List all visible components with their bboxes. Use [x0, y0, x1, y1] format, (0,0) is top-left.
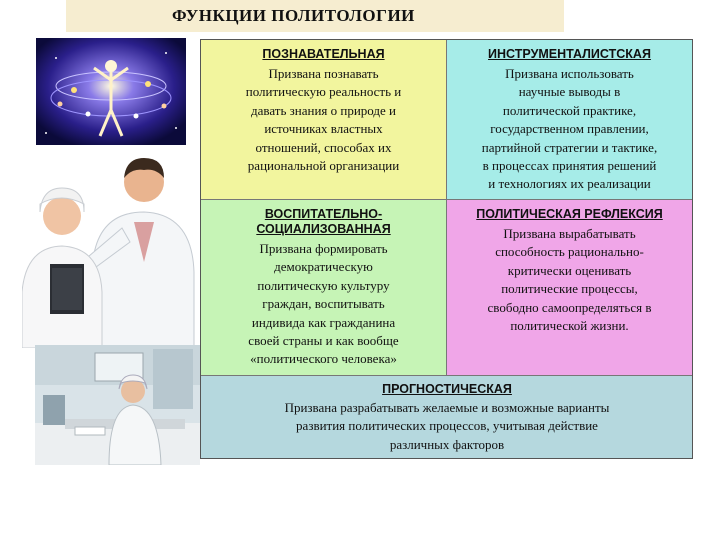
description-line: своей страны и как вообще: [248, 333, 399, 349]
description-line: политические процессы,: [501, 281, 638, 297]
description-line: рациональной организации: [247, 158, 400, 174]
heading-line: СОЦИАЛИЗОВАННАЯ: [256, 222, 391, 236]
description-line: государственном правлении,: [490, 121, 649, 137]
description-line: Призвана познавать: [268, 66, 379, 81]
description-line: Призвана использовать: [505, 66, 634, 81]
description-line: свободно самоопределяться в: [487, 299, 652, 315]
description-line: индивида как гражданина: [251, 314, 396, 330]
description-line: научные выводы в: [518, 84, 621, 100]
cognitive-function-cell: [201, 40, 446, 199]
reflexive-function-cell: [446, 199, 693, 375]
educational-heading: [207, 207, 440, 237]
column-divider: [446, 40, 447, 375]
cognitive-description: [207, 65, 440, 175]
two-doctors-image: [22, 152, 200, 348]
description-line: демократическую: [274, 259, 373, 275]
cognitive-heading: ПОЗНАВАТЕЛЬНАЯ: [262, 47, 385, 61]
description-line: отношений, способах их: [255, 139, 392, 155]
description-line: Призвана вырабатывать: [503, 226, 636, 241]
page-title: ФУНКЦИИ ПОЛИТОЛОГИИ: [172, 6, 415, 25]
row-divider: [201, 375, 693, 376]
description-line: граждан, воспитывать: [262, 296, 385, 312]
description-line: партийной стратегии и тактике,: [481, 139, 658, 155]
doctor-at-desk-image: [35, 345, 200, 465]
heading-line: ВОСПИТАТЕЛЬНО-: [264, 207, 383, 221]
description-line: политическую культуру: [257, 277, 390, 293]
description-line: политической практике,: [502, 102, 637, 118]
description-line: политической жизни.: [510, 318, 629, 334]
description-line: способность рационально-: [495, 244, 644, 260]
description-line: критически оценивать: [507, 262, 632, 278]
prognostic-heading: ПРОГНОСТИЧЕСКАЯ: [382, 382, 512, 396]
educational-description: [207, 240, 440, 369]
description-line: «политического человека»: [250, 351, 397, 367]
description-line: Призвана формировать: [259, 241, 388, 256]
instrumental-function-cell: [446, 40, 693, 199]
cosmic-figure-image: [36, 38, 186, 145]
description-line: и технологиях их реализации: [488, 176, 651, 192]
description-line: политическую реальность и: [245, 84, 402, 100]
prognostic-function-cell: [201, 375, 693, 459]
instrumental-heading: ИНСТРУМЕНТАЛИСТСКАЯ: [488, 47, 651, 61]
description-line: в процессах принятия решений: [482, 158, 657, 174]
row-divider: [201, 199, 693, 200]
prognostic-description: [207, 399, 687, 454]
reflexive-description: [450, 225, 689, 335]
description-line: давать знания о природе и: [250, 102, 397, 118]
description-line: Призвана разрабатывать желаемые и возможные варианты: [284, 400, 610, 415]
instrumental-description: [450, 65, 689, 194]
description-line: различных факторов: [389, 436, 505, 452]
description-line: развития политических процессов, учитывая действие: [296, 418, 598, 434]
educational-function-cell: [201, 199, 446, 375]
reflexive-heading: ПОЛИТИЧЕСКАЯ РЕФЛЕКСИЯ: [476, 207, 663, 221]
description-line: источниках властных: [264, 121, 383, 137]
